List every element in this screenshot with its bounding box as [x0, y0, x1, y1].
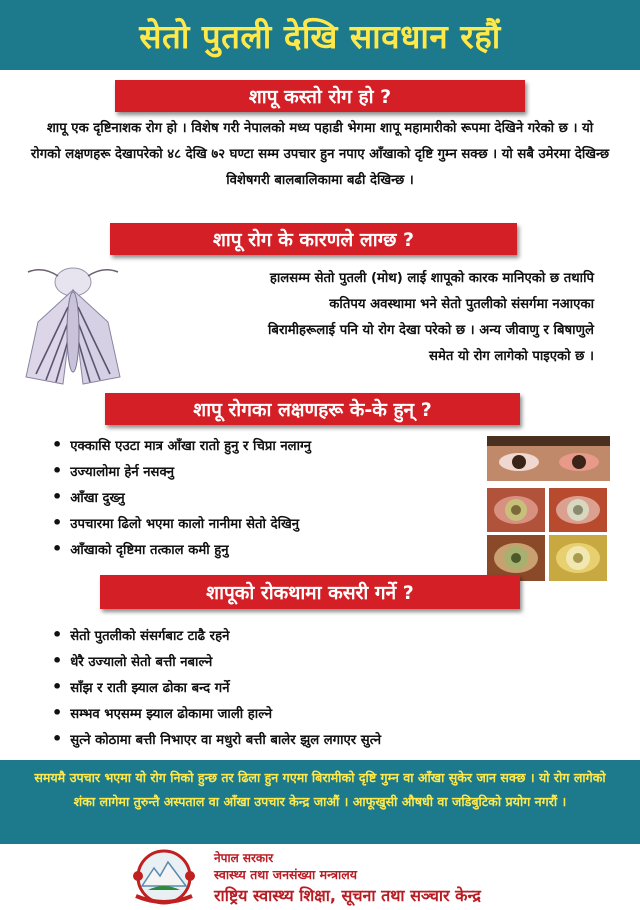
- prevention-list: [52, 622, 381, 752]
- section-text-cause: हालसम्म सेतो पुतली (मोथ) लाई शापूको कारक मानिएको छ तथापि कतिपय अवस्थामा भने सेतो पुतलीको संसर्गमा नआएका बिरामीहरूलाई पनि यो रोग देखा परेको छ । अन्य जीवाणु र बिषाणुले समेत यो रोग लागेको पाइएको छ ।: [268, 271, 594, 364]
- title-bar: [0, 0, 640, 70]
- infected-eye-photo: [549, 535, 607, 581]
- list-item: • एक्कासि एउटा मात्र आँखा रातो हुनु र चिप्रा नलाग्नु: [52, 432, 311, 458]
- footer-notice-band: [0, 760, 640, 844]
- list-item: • सुत्ने कोठामा बत्ती निभाएर वा मधुरो बत्ती बालेर झुल लगाएर सुत्ने: [52, 726, 381, 752]
- org-line-ministry: स्वास्थ्य तथा जनसंख्या मन्त्रालय: [214, 867, 358, 882]
- org-line-government: नेपाल सरकार: [214, 851, 274, 865]
- symptoms-list: [52, 432, 311, 562]
- list-item: • आँखाको दृष्टिमा तत्काल कमी हुनु: [52, 536, 311, 562]
- red-eye-photo: [487, 436, 610, 481]
- footer-notice-text: समयमै उपचार भएमा यो रोग निको हुन्छ तर ढिला हुन गएमा बिरामीको दृष्टि गुम्न वा आँखा सुकेर जान सक्छ । यो रोग लागेको शंका लागेमा तुरुन्तै अस्पताल वा आँखा उपचार केन्द्र जाऔं । आफूखुसी औषधी वा जडिबुटिको प्रयोग नगरौं ।: [34, 770, 606, 809]
- list-item: • धेरै उज्यालो सेतो बत्ती नबाल्ने: [52, 648, 381, 674]
- org-line-centre: राष्ट्रिय स्वास्थ्य शिक्षा, सूचना तथा सञ्चार केन्द्र: [214, 886, 481, 905]
- nepal-government-emblem: [128, 846, 200, 908]
- organization-block: [214, 850, 481, 908]
- section-heading-symptoms: शापू रोगका लक्षणहरू के-के हुन् ?: [105, 393, 520, 425]
- infected-eye-photo: [487, 488, 545, 532]
- list-item: • सम्भव भएसम्म झ्याल ढोकामा जाली हाल्ने: [52, 700, 381, 726]
- list-item: • उज्यालोमा हेर्न नसक्नु: [52, 458, 311, 484]
- infected-eye-photo: [549, 488, 607, 532]
- list-item: • उपचारमा ढिलो भएमा कालो नानीमा सेतो देखिनु: [52, 510, 311, 536]
- section-text-what-is: शापू एक दृष्टिनाशक रोग हो । विशेष गरी नेपालको मध्य पहाडी भेगमा शापू महामारीको रूपमा देखिने गरेको छ । यो रोगको लक्षणहरू देखापरेको ४८ देखि ७२ घण्टा सम्म उपचार हुन नपाए आँखाको दृष्टि गुम्न सक्छ । यो सबै उमेरमा देखिन्छ विशेषगरी बालबालिकामा बढी देखिन्छ ।: [30, 121, 610, 188]
- poster-title: सेतो पुतली देखि सावधान रहौं: [139, 16, 501, 56]
- section-heading-what-is: शापू कस्तो रोग हो ?: [115, 80, 525, 112]
- list-item: • साँझ र राती झ्याल ढोका बन्द गर्ने: [52, 674, 381, 700]
- white-moth-photo: [18, 262, 128, 392]
- section-heading-cause: शापू रोग के कारणले लाग्छ ?: [110, 223, 517, 255]
- list-item: • आँखा दुख्नु: [52, 484, 311, 510]
- section-heading-prevention: शापूको रोकथामा कसरी गर्ने ?: [100, 575, 520, 609]
- list-item: • सेतो पुतलीको संसर्गबाट टाढै रहने: [52, 622, 381, 648]
